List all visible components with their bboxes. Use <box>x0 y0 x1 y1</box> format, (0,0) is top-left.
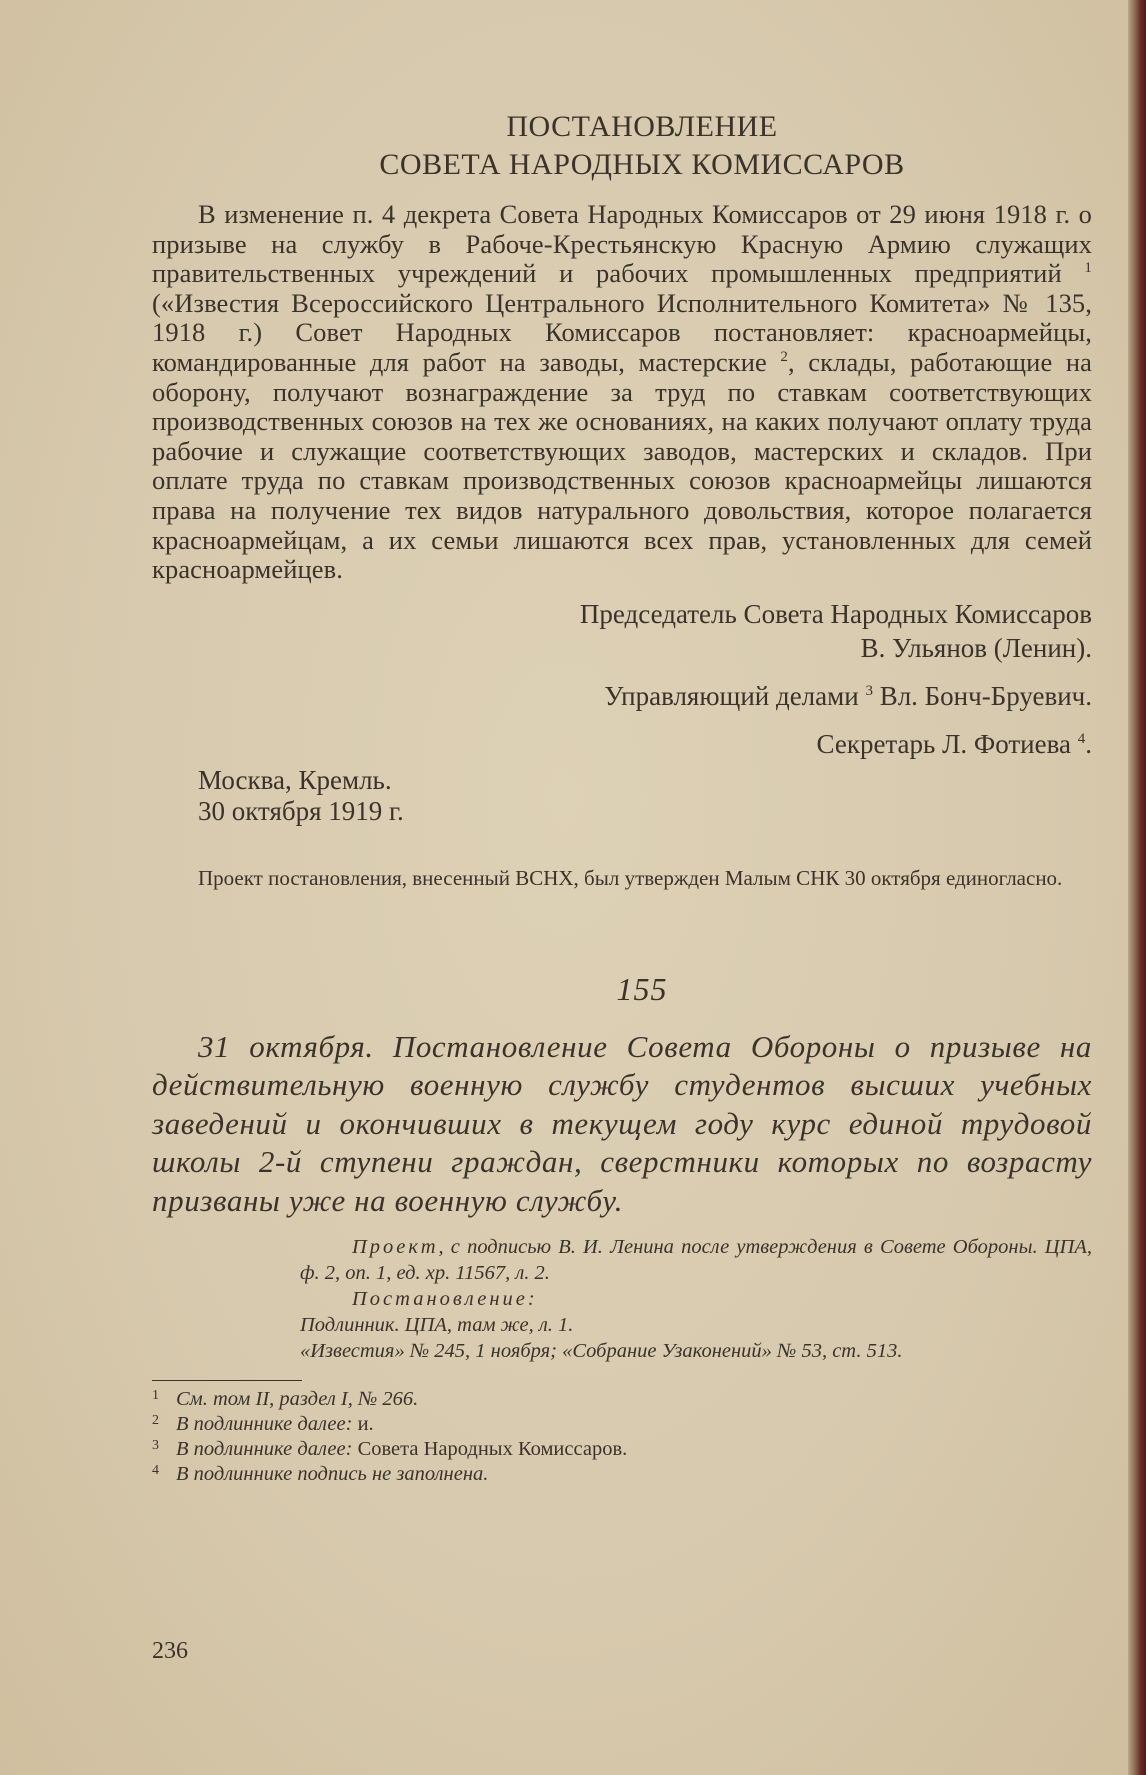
source-2-label: Постановление: <box>352 1288 538 1311</box>
source-1-text: , с подписью В. И. Ленина после утверждения в Совете Обороны. ЦПА, ф. 2, оп. 1, ед. хр. 11567, л. 2. <box>300 1236 1092 1285</box>
footnote-4-number: 4 <box>152 1463 159 1479</box>
footnotes <box>152 1387 1092 1487</box>
date: 30 октября 1919 г. <box>198 795 404 826</box>
footnote-2 <box>152 1412 1092 1437</box>
footnote-3-text: В подлиннике далее: <box>176 1438 358 1461</box>
footnote-ref-3: 3 <box>865 682 873 699</box>
decree-title <box>192 108 1092 184</box>
book-spine-edge <box>1128 0 1146 1775</box>
body-part-3: , склады, работающие на оборону, получают вознаграждение за труд по ставкам соответствующих производственных союзов на тех же основаниях, на каких получают оплату труда рабочие и служащие соответствующих заводов, мастерских и складов. При оплате труда по ставкам производственных союзов красноармейцы лишаются права на получение тех видов натурального довольствия, которое полагается красноармейцам, а их семьи лишаются всех прав, установленных для семей красноармейцев. <box>152 346 1092 585</box>
page-content <box>152 108 1092 1487</box>
signature-chair-name: В. Ульянов (Ленин). <box>860 632 1092 663</box>
footnote-ref-1: 1 <box>1084 260 1092 277</box>
body-part-2: («Известия Всероссийского Центрального Исполнительного Комитета» № 135, 1918 г.) Совет Народных Комиссаров постановляет: красноармейцы, командированные для работ на заводы, мастерские <box>152 287 1092 377</box>
place: Москва, Кремль. <box>198 764 392 795</box>
footnote-ref-2: 2 <box>780 349 789 366</box>
document-heading: 31 октября. Постановление Совета Обороны о призыве на действительную военную службу студентов высших учебных заведений и окончивших в текущем году курс единой трудовой школы 2-й ступени граждан, сверстники которых по возрасту призваны уже на военную службу. <box>152 1028 1092 1218</box>
signature-manager-title: Управляющий делами <box>604 680 859 711</box>
page-number: 236 <box>152 1638 188 1664</box>
footnote-3-extra: Совета Народных Комиссаров. <box>357 1438 628 1461</box>
signature-secretary-text: Секретарь Л. Фотиева <box>816 728 1071 759</box>
signature-secretary-end: . <box>1085 728 1092 759</box>
footnote-2-number: 2 <box>152 1413 159 1429</box>
source-3: Подлинник. ЦПА, там же, л. 1. <box>300 1314 574 1337</box>
footnote-3-number: 3 <box>152 1438 159 1454</box>
footnote-1 <box>152 1387 1092 1412</box>
signature-secretary <box>152 727 1092 761</box>
source-1-label: Проект <box>352 1236 439 1259</box>
footnote-3 <box>152 1437 1092 1462</box>
footnote-2-extra: и. <box>357 1413 374 1436</box>
footnote-divider <box>152 1380 302 1381</box>
signature-chair-title: Председатель Совета Народных Комиссаров <box>579 598 1092 629</box>
editorial-note: Проект постановления, внесенный ВСНХ, был утвержден Малым СНК 30 октября единогласно. <box>198 865 1063 890</box>
footnote-2-text: В подлиннике далее: <box>176 1413 358 1436</box>
footnote-4-text: В подлиннике подпись не заполнена. <box>176 1463 489 1486</box>
signature-manager <box>152 679 1092 713</box>
decree-body <box>152 200 1092 585</box>
body-part-1: В изменение п. 4 декрета Совета Народных Комиссаров от 29 июня 1918 г. о призыве на службу в Рабоче-Крестьянскую Красную Армию служащих правительственных учреждений и рабочих промышленных предприятий <box>152 199 1092 289</box>
footnote-ref-4: 4 <box>1077 730 1086 747</box>
footnote-4 <box>152 1462 1092 1487</box>
source-4: «Известия» № 245, 1 ноября; «Собрание Узаконений» № 53, ст. 513. <box>300 1340 903 1363</box>
footnote-1-number: 1 <box>152 1388 159 1404</box>
title-line-2: СОВЕТА НАРОДНЫХ КОМИССАРОВ <box>379 148 905 181</box>
source-1 <box>300 1234 1092 1286</box>
footnote-1-text: См. том II, раздел I, № 266. <box>176 1388 419 1411</box>
document-number: 155 <box>616 970 668 1007</box>
signature-manager-name: Вл. Бонч-Бруевич. <box>872 680 1092 711</box>
archival-sources <box>300 1234 1092 1364</box>
source-2 <box>300 1286 1092 1312</box>
title-line-1: ПОСТАНОВЛЕНИЕ <box>506 110 778 143</box>
place-date-block <box>198 765 1092 827</box>
